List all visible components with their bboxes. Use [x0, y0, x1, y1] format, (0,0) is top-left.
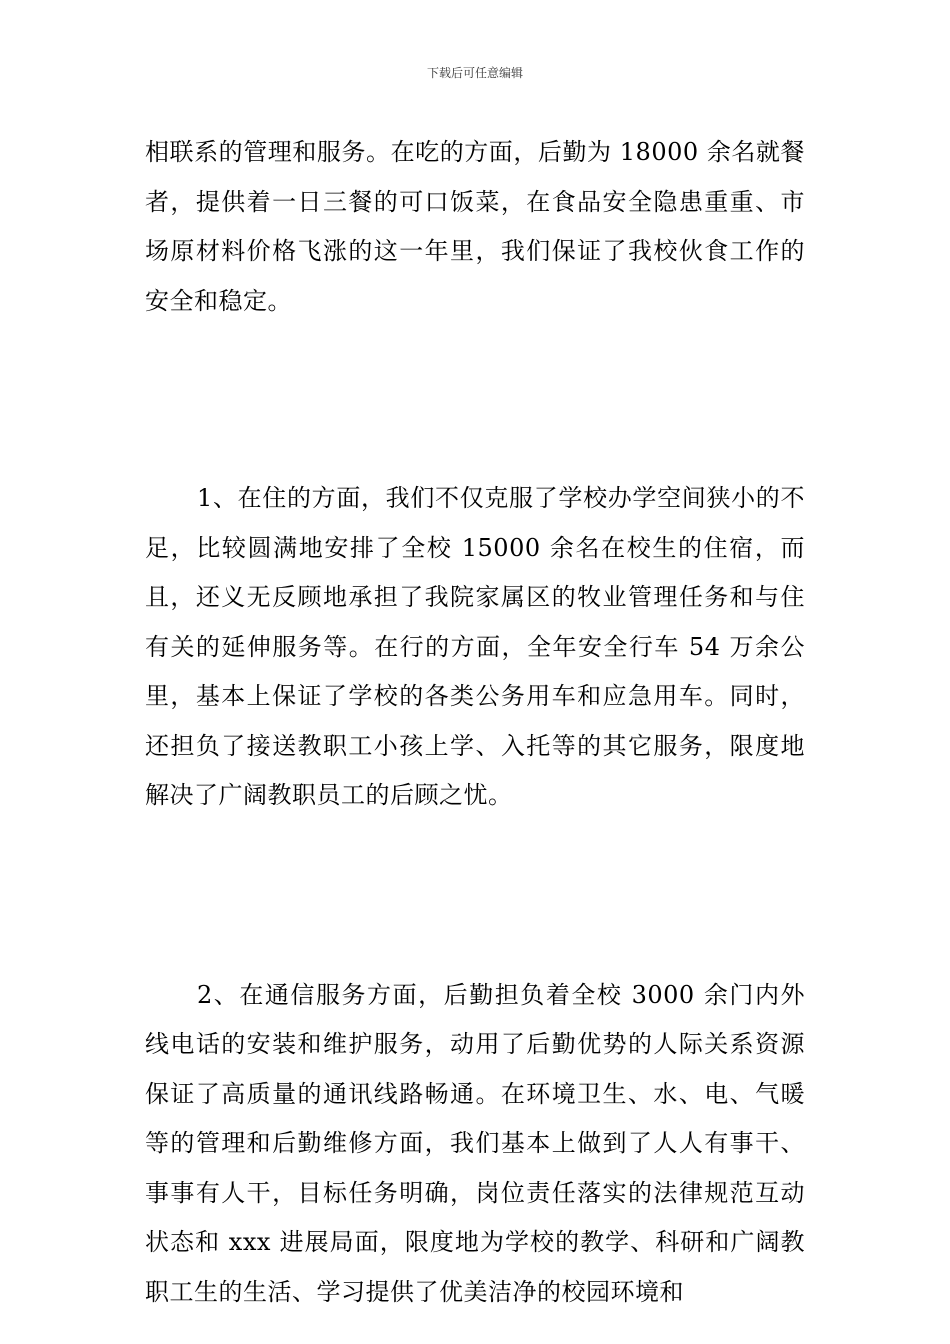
paragraph-spacer	[145, 326, 805, 474]
paragraph-1: 相联系的管理和服务。在吃的方面，后勤为 18000 余名就餐者，提供着一日三餐的可口饭菜，在食品安全隐患重重、市场原材料价格飞涨的这一年里，我们保证了我校伙食工作的安全和稳定。	[145, 138, 805, 315]
page-header: 下载后可任意编辑	[426, 66, 523, 80]
document-body	[145, 128, 805, 1317]
paragraph-2: 1、在住的方面，我们不仅克服了学校办学空间狭小的不足，比较圆满地安排了全校 15000 余名在校生的住宿，而且，还义无反顾地承担了我院家属区的牧业管理任务和与住有关的延伸服务等。在行的方面，全年安全行车 54 万余公里，基本上保证了学校的各类公务用车和应急用车。同时，还担负了接送教职工小孩上学、入托等的其它服务，限度地解决了广阔教职员工的后顾之忧。	[145, 484, 805, 809]
paragraph-3: 2、在通信服务方面，后勤担负着全校 3000 余门内外线电话的安装和维护服务，动用了后勤优势的人际关系资源保证了高质量的通讯线路畅通。在环境卫生、水、电、气暖等的管理和后勤维修方面，我们基本上做到了人人有事干、事事有人干，目标任务明确，岗位责任落实的法律规范互动状态和 xxx 进展局面，限度地为学校的教学、科研和广阔教职工生的生活、学习提供了优美洁净的校园环境和	[145, 980, 805, 1306]
paragraph-spacer	[145, 821, 805, 971]
